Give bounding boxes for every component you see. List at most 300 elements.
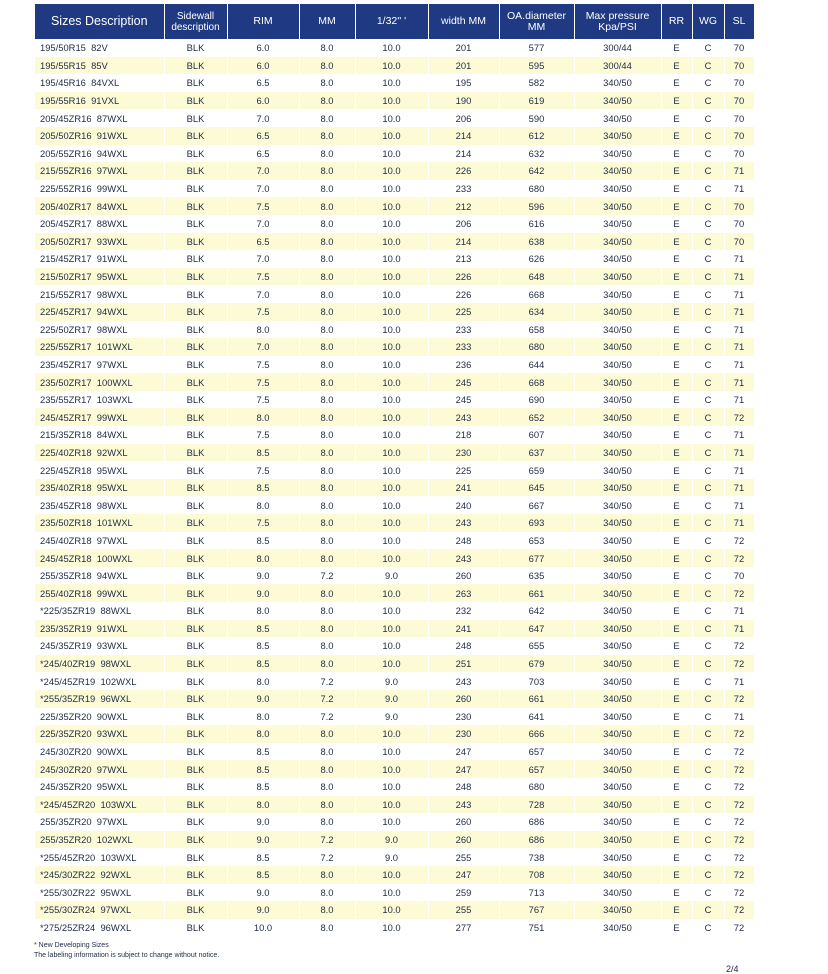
cell-pressure: 340/50 (574, 303, 661, 321)
table-row (35, 919, 754, 937)
cell-width: 201 (428, 39, 499, 57)
cell-pressure: 340/50 (574, 338, 661, 356)
cell-diameter: 607 (499, 426, 574, 444)
cell-width: 233 (428, 321, 499, 339)
cell-size: *255/35ZR19 96WXL (35, 690, 164, 708)
cell-rim: 7.0 (227, 180, 299, 198)
cell-sl: 72 (724, 831, 754, 849)
cell-size: 235/55ZR17 103WXL (35, 391, 164, 409)
cell-diameter: 641 (499, 708, 574, 726)
cell-sl: 70 (724, 145, 754, 163)
cell-pressure: 340/50 (574, 602, 661, 620)
cell-sidewall: BLK (164, 567, 227, 585)
cell-sl: 70 (724, 57, 754, 75)
cell-inch-32: 10.0 (355, 901, 428, 919)
cell-sidewall: BLK (164, 884, 227, 902)
cell-mm: 8.0 (299, 39, 355, 57)
cell-rim: 9.0 (227, 584, 299, 602)
cell-wg: C (692, 303, 724, 321)
cell-pressure: 340/50 (574, 584, 661, 602)
cell-sidewall: BLK (164, 690, 227, 708)
cell-size: 245/30ZR20 97WXL (35, 760, 164, 778)
cell-sidewall: BLK (164, 338, 227, 356)
cell-rim: 8.5 (227, 866, 299, 884)
cell-pressure: 340/50 (574, 567, 661, 585)
table-row (35, 197, 754, 215)
cell-inch-32: 10.0 (355, 743, 428, 761)
cell-diameter: 626 (499, 250, 574, 268)
cell-pressure: 340/50 (574, 743, 661, 761)
cell-pressure: 340/50 (574, 127, 661, 145)
table-row (35, 373, 754, 391)
table-row (35, 655, 754, 673)
cell-sl: 72 (724, 884, 754, 902)
cell-sl: 72 (724, 848, 754, 866)
cell-pressure: 340/50 (574, 321, 661, 339)
cell-size: 205/45ZR16 87WXL (35, 109, 164, 127)
cell-width: 243 (428, 408, 499, 426)
cell-inch-32: 10.0 (355, 74, 428, 92)
cell-inch-32: 10.0 (355, 92, 428, 110)
cell-width: 226 (428, 162, 499, 180)
cell-size: 255/35ZR20 102WXL (35, 831, 164, 849)
cell-mm: 8.0 (299, 92, 355, 110)
cell-sl: 71 (724, 602, 754, 620)
cell-rr: E (661, 233, 692, 251)
cell-sidewall: BLK (164, 743, 227, 761)
cell-pressure: 340/50 (574, 92, 661, 110)
cell-sidewall: BLK (164, 250, 227, 268)
cell-pressure: 340/50 (574, 233, 661, 251)
table-row (35, 496, 754, 514)
cell-size: *245/30ZR22 92WXL (35, 866, 164, 884)
table-row (35, 215, 754, 233)
cell-wg: C (692, 584, 724, 602)
cell-diameter: 713 (499, 884, 574, 902)
cell-wg: C (692, 796, 724, 814)
cell-rim: 7.5 (227, 268, 299, 286)
cell-rr: E (661, 708, 692, 726)
cell-rim: 8.0 (227, 549, 299, 567)
cell-inch-32: 10.0 (355, 760, 428, 778)
header-oa-diameter: OA.diameter MM (499, 4, 574, 39)
cell-width: 212 (428, 197, 499, 215)
table-row (35, 602, 754, 620)
cell-wg: C (692, 145, 724, 163)
cell-wg: C (692, 637, 724, 655)
cell-size: 255/35ZR18 94WXL (35, 567, 164, 585)
cell-sidewall: BLK (164, 356, 227, 374)
cell-mm: 8.0 (299, 901, 355, 919)
table-body (35, 39, 754, 936)
cell-size: *245/45ZR20 103WXL (35, 796, 164, 814)
table-row (35, 391, 754, 409)
table-row (35, 338, 754, 356)
cell-inch-32: 10.0 (355, 532, 428, 550)
cell-diameter: 653 (499, 532, 574, 550)
cell-mm: 8.0 (299, 162, 355, 180)
cell-pressure: 300/44 (574, 57, 661, 75)
cell-diameter: 738 (499, 848, 574, 866)
cell-sidewall: BLK (164, 321, 227, 339)
cell-diameter: 680 (499, 338, 574, 356)
table-row (35, 813, 754, 831)
cell-wg: C (692, 268, 724, 286)
cell-inch-32: 10.0 (355, 197, 428, 215)
cell-rim: 8.5 (227, 620, 299, 638)
cell-rr: E (661, 92, 692, 110)
cell-sl: 71 (724, 620, 754, 638)
cell-wg: C (692, 197, 724, 215)
cell-mm: 8.0 (299, 866, 355, 884)
cell-diameter: 577 (499, 39, 574, 57)
cell-size: *255/45ZR20 103WXL (35, 848, 164, 866)
cell-mm: 8.0 (299, 884, 355, 902)
cell-size: 215/50ZR17 95WXL (35, 268, 164, 286)
cell-sl: 72 (724, 778, 754, 796)
cell-size: 205/55ZR16 94WXL (35, 145, 164, 163)
table-row (35, 74, 754, 92)
cell-width: 248 (428, 637, 499, 655)
cell-rim: 8.5 (227, 743, 299, 761)
cell-rim: 8.0 (227, 796, 299, 814)
cell-rim: 6.0 (227, 39, 299, 57)
cell-size: 195/50R15 82V (35, 39, 164, 57)
cell-inch-32: 10.0 (355, 109, 428, 127)
cell-width: 241 (428, 479, 499, 497)
cell-sidewall: BLK (164, 408, 227, 426)
cell-rr: E (661, 866, 692, 884)
cell-size: 225/50ZR17 98WXL (35, 321, 164, 339)
cell-width: 201 (428, 57, 499, 75)
cell-rr: E (661, 250, 692, 268)
cell-inch-32: 10.0 (355, 338, 428, 356)
cell-width: 260 (428, 690, 499, 708)
cell-sidewall: BLK (164, 127, 227, 145)
cell-rr: E (661, 637, 692, 655)
table-row (35, 584, 754, 602)
cell-rim: 8.5 (227, 848, 299, 866)
table-row (35, 57, 754, 75)
cell-rim: 9.0 (227, 813, 299, 831)
cell-wg: C (692, 233, 724, 251)
cell-rr: E (661, 74, 692, 92)
cell-rim: 8.5 (227, 760, 299, 778)
cell-diameter: 686 (499, 813, 574, 831)
table-row (35, 109, 754, 127)
table-row (35, 461, 754, 479)
cell-mm: 8.0 (299, 321, 355, 339)
cell-wg: C (692, 866, 724, 884)
cell-pressure: 340/50 (574, 919, 661, 937)
table-row (35, 567, 754, 585)
cell-inch-32: 10.0 (355, 408, 428, 426)
cell-rr: E (661, 743, 692, 761)
table-row (35, 549, 754, 567)
cell-sidewall: BLK (164, 778, 227, 796)
cell-width: 213 (428, 250, 499, 268)
cell-sidewall: BLK (164, 514, 227, 532)
cell-mm: 8.0 (299, 373, 355, 391)
cell-sl: 71 (724, 479, 754, 497)
cell-width: 230 (428, 725, 499, 743)
table-row (35, 637, 754, 655)
cell-rr: E (661, 180, 692, 198)
cell-wg: C (692, 919, 724, 937)
cell-sl: 72 (724, 919, 754, 937)
cell-diameter: 595 (499, 57, 574, 75)
table-row (35, 127, 754, 145)
cell-mm: 8.0 (299, 338, 355, 356)
cell-rr: E (661, 39, 692, 57)
table-row (35, 479, 754, 497)
header-sizes-description: Sizes Description (35, 4, 164, 39)
cell-width: 226 (428, 285, 499, 303)
cell-width: 243 (428, 672, 499, 690)
cell-diameter: 616 (499, 215, 574, 233)
cell-rr: E (661, 655, 692, 673)
cell-wg: C (692, 496, 724, 514)
cell-size: 225/55ZR17 101WXL (35, 338, 164, 356)
cell-sidewall: BLK (164, 725, 227, 743)
cell-width: 260 (428, 813, 499, 831)
table-row (35, 268, 754, 286)
cell-rim: 7.0 (227, 162, 299, 180)
cell-rim: 6.0 (227, 92, 299, 110)
cell-diameter: 680 (499, 180, 574, 198)
cell-wg: C (692, 57, 724, 75)
cell-rim: 8.0 (227, 321, 299, 339)
cell-size: *255/30ZR24 97WXL (35, 901, 164, 919)
cell-sidewall: BLK (164, 496, 227, 514)
table-row (35, 321, 754, 339)
cell-rr: E (661, 725, 692, 743)
cell-rr: E (661, 620, 692, 638)
cell-rr: E (661, 831, 692, 849)
cell-diameter: 644 (499, 356, 574, 374)
cell-wg: C (692, 162, 724, 180)
cell-pressure: 340/50 (574, 637, 661, 655)
cell-wg: C (692, 109, 724, 127)
cell-rr: E (661, 690, 692, 708)
cell-wg: C (692, 901, 724, 919)
cell-diameter: 612 (499, 127, 574, 145)
cell-rr: E (661, 514, 692, 532)
cell-pressure: 340/50 (574, 901, 661, 919)
cell-rr: E (661, 567, 692, 585)
cell-diameter: 638 (499, 233, 574, 251)
table-row (35, 532, 754, 550)
cell-inch-32: 10.0 (355, 215, 428, 233)
cell-sl: 71 (724, 391, 754, 409)
cell-rr: E (661, 901, 692, 919)
cell-inch-32: 10.0 (355, 584, 428, 602)
cell-sidewall: BLK (164, 637, 227, 655)
cell-rim: 7.5 (227, 514, 299, 532)
cell-sidewall: BLK (164, 92, 227, 110)
cell-diameter: 648 (499, 268, 574, 286)
cell-wg: C (692, 461, 724, 479)
cell-sl: 70 (724, 567, 754, 585)
cell-size: 235/35ZR19 91WXL (35, 620, 164, 638)
cell-diameter: 645 (499, 479, 574, 497)
cell-width: 243 (428, 514, 499, 532)
cell-size: 225/45ZR18 95WXL (35, 461, 164, 479)
cell-wg: C (692, 39, 724, 57)
cell-inch-32: 10.0 (355, 233, 428, 251)
cell-rim: 7.0 (227, 338, 299, 356)
cell-pressure: 340/50 (574, 162, 661, 180)
cell-sidewall: BLK (164, 215, 227, 233)
cell-sidewall: BLK (164, 584, 227, 602)
cell-sidewall: BLK (164, 74, 227, 92)
cell-sl: 70 (724, 109, 754, 127)
cell-wg: C (692, 408, 724, 426)
cell-sidewall: BLK (164, 532, 227, 550)
cell-sidewall: BLK (164, 848, 227, 866)
cell-mm: 8.0 (299, 285, 355, 303)
cell-width: 226 (428, 268, 499, 286)
table-row (35, 866, 754, 884)
cell-pressure: 340/50 (574, 180, 661, 198)
cell-mm: 7.2 (299, 848, 355, 866)
cell-sidewall: BLK (164, 444, 227, 462)
cell-rim: 8.5 (227, 655, 299, 673)
cell-diameter: 657 (499, 760, 574, 778)
cell-rr: E (661, 672, 692, 690)
cell-rr: E (661, 813, 692, 831)
cell-inch-32: 10.0 (355, 268, 428, 286)
cell-width: 225 (428, 461, 499, 479)
cell-pressure: 340/50 (574, 620, 661, 638)
header-rr: RR (661, 4, 692, 39)
cell-size: 235/45ZR17 97WXL (35, 356, 164, 374)
cell-sidewall: BLK (164, 901, 227, 919)
cell-width: 245 (428, 391, 499, 409)
cell-mm: 8.0 (299, 303, 355, 321)
cell-size: *275/25ZR24 96WXL (35, 919, 164, 937)
cell-rim: 9.0 (227, 901, 299, 919)
cell-mm: 8.0 (299, 408, 355, 426)
cell-inch-32: 10.0 (355, 919, 428, 937)
cell-wg: C (692, 725, 724, 743)
cell-diameter: 751 (499, 919, 574, 937)
cell-inch-32: 10.0 (355, 496, 428, 514)
cell-rr: E (661, 461, 692, 479)
cell-size: 205/45ZR17 88WXL (35, 215, 164, 233)
cell-sl: 71 (724, 426, 754, 444)
cell-width: 260 (428, 831, 499, 849)
table-row (35, 250, 754, 268)
cell-pressure: 340/50 (574, 215, 661, 233)
cell-diameter: 693 (499, 514, 574, 532)
cell-rr: E (661, 338, 692, 356)
cell-pressure: 340/50 (574, 813, 661, 831)
cell-mm: 7.2 (299, 672, 355, 690)
header-max-pressure: Max pressure Kpa/PSI (574, 4, 661, 39)
cell-size: 225/35ZR20 93WXL (35, 725, 164, 743)
cell-rim: 7.5 (227, 197, 299, 215)
cell-inch-32: 10.0 (355, 145, 428, 163)
table-header (35, 4, 754, 39)
cell-rim: 7.5 (227, 391, 299, 409)
table-row (35, 760, 754, 778)
cell-sidewall: BLK (164, 655, 227, 673)
cell-sl: 72 (724, 866, 754, 884)
cell-pressure: 340/50 (574, 109, 661, 127)
cell-width: 206 (428, 109, 499, 127)
cell-sidewall: BLK (164, 866, 227, 884)
cell-width: 214 (428, 233, 499, 251)
cell-size: 235/50ZR17 100WXL (35, 373, 164, 391)
cell-mm: 8.0 (299, 250, 355, 268)
cell-diameter: 655 (499, 637, 574, 655)
cell-pressure: 340/50 (574, 268, 661, 286)
cell-diameter: 728 (499, 796, 574, 814)
cell-diameter: 690 (499, 391, 574, 409)
cell-size: *255/30ZR22 95WXL (35, 884, 164, 902)
cell-wg: C (692, 532, 724, 550)
cell-mm: 8.0 (299, 444, 355, 462)
cell-wg: C (692, 127, 724, 145)
cell-sl: 72 (724, 813, 754, 831)
cell-size: 205/50ZR17 93WXL (35, 233, 164, 251)
cell-pressure: 340/50 (574, 285, 661, 303)
cell-pressure: 340/50 (574, 426, 661, 444)
cell-rim: 7.5 (227, 303, 299, 321)
cell-mm: 8.0 (299, 109, 355, 127)
cell-rim: 9.0 (227, 567, 299, 585)
cell-wg: C (692, 285, 724, 303)
cell-mm: 8.0 (299, 549, 355, 567)
cell-inch-32: 10.0 (355, 356, 428, 374)
cell-sl: 72 (724, 408, 754, 426)
cell-sl: 72 (724, 584, 754, 602)
table-row (35, 690, 754, 708)
cell-sidewall: BLK (164, 373, 227, 391)
cell-rim: 7.5 (227, 426, 299, 444)
cell-sidewall: BLK (164, 109, 227, 127)
cell-diameter: 657 (499, 743, 574, 761)
cell-mm: 8.0 (299, 620, 355, 638)
cell-rr: E (661, 197, 692, 215)
cell-diameter: 767 (499, 901, 574, 919)
cell-rr: E (661, 884, 692, 902)
cell-size: 215/55ZR17 98WXL (35, 285, 164, 303)
cell-inch-32: 10.0 (355, 162, 428, 180)
cell-width: 214 (428, 145, 499, 163)
cell-wg: C (692, 426, 724, 444)
cell-pressure: 340/50 (574, 778, 661, 796)
cell-wg: C (692, 602, 724, 620)
cell-pressure: 340/50 (574, 250, 661, 268)
cell-pressure: 340/50 (574, 549, 661, 567)
cell-mm: 8.0 (299, 233, 355, 251)
table-row (35, 884, 754, 902)
cell-inch-32: 9.0 (355, 831, 428, 849)
table-row (35, 92, 754, 110)
cell-rr: E (661, 778, 692, 796)
cell-sl: 72 (724, 901, 754, 919)
cell-sl: 72 (724, 532, 754, 550)
cell-rr: E (661, 391, 692, 409)
cell-size: 195/55R15 85V (35, 57, 164, 75)
cell-diameter: 635 (499, 567, 574, 585)
cell-inch-32: 9.0 (355, 567, 428, 585)
cell-size: 245/45ZR17 99WXL (35, 408, 164, 426)
table-row (35, 514, 754, 532)
cell-sidewall: BLK (164, 479, 227, 497)
